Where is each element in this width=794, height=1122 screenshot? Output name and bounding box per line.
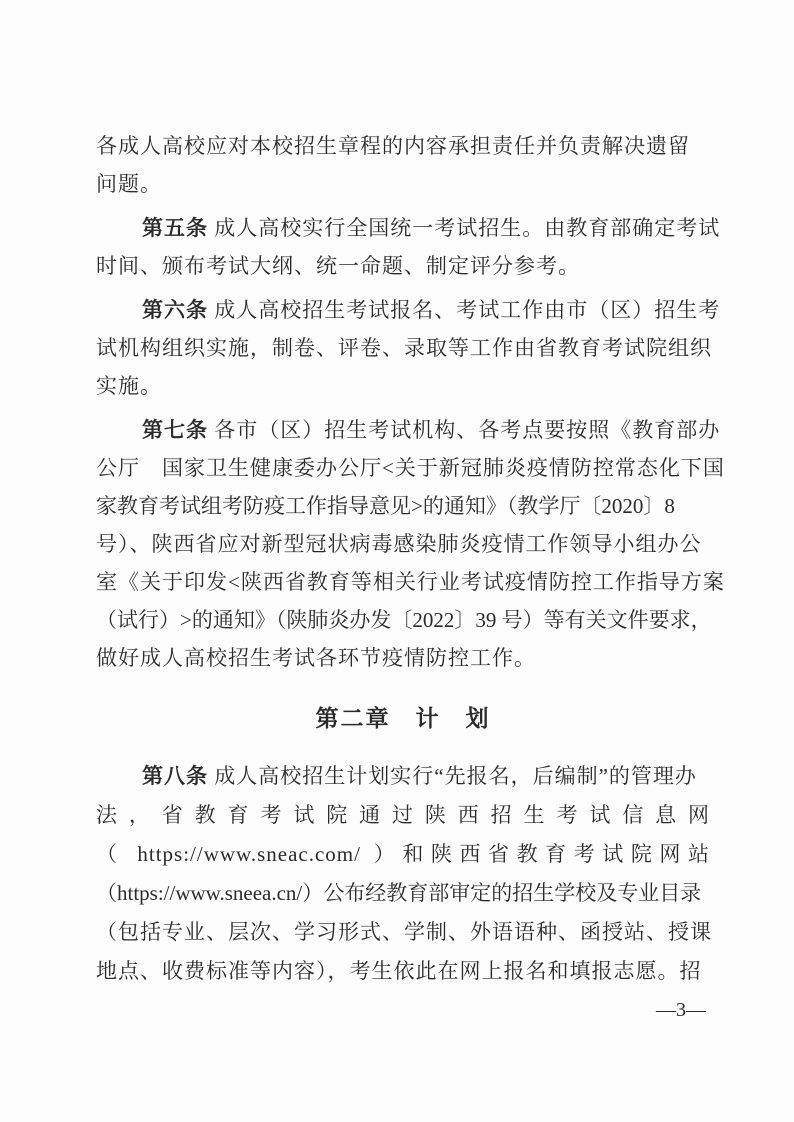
line-text: 室《关于印发<陕西省教育等相关行业考试疫情防控工作指导方案 [96,570,725,594]
article-number: 第六条 [142,298,208,322]
line-text: 地点、收费标准等内容），考生依此在网上报名和填报志愿。招 [96,959,702,983]
line-text: 成人高校实行全国统一考试招生。由教育部确定考试 [208,216,721,240]
chapter-heading: 第二章 计 划 [315,706,491,731]
text-line-url-sneea [96,874,710,913]
text-line [96,449,725,487]
article-number: 第五条 [142,216,208,240]
line-text: 号）、陕西省应对新型冠状病毒感染肺炎疫情工作领导小组办公 [96,532,702,556]
text-line [96,247,710,285]
text-line [96,563,725,601]
line-text: 成人高校招生计划实行“先报名，后编制”的管理办 [208,764,697,788]
text-line [96,601,710,639]
line-text: 法，省教育考试院通过陕西招生考试信息网 [96,803,710,827]
line-text: 做好成人高校招生考试各环节疫情防控工作。 [96,646,536,670]
text-line [96,639,710,677]
article-number: 第七条 [142,418,208,442]
line-text: （试行）>的通知》（陕肺炎办发〔2022〕39 号）等有关文件要求， [96,608,712,632]
line-text: 试机构组织实施，制卷、评卷、录取等工作由省教育考试院组织 [96,336,712,360]
text-line [96,127,710,165]
text-line [96,913,710,952]
page-number: —3— [656,999,706,1021]
line-text: 各成人高校应对本校招生章程的内容承担责任并负责解决遗留 [96,134,690,158]
text-line-article-6 [96,291,721,329]
line-text: 各市（区）招生考试机构、各考点要按照《教育部办 [208,418,721,442]
line-text: 问题。 [96,172,162,196]
line-text: 家教育考试组考防疫工作指导意见>的通知》（教学厅〔2020〕8 [96,494,675,518]
text-line-url-sneac [96,835,710,874]
line-text: （https://www.sneea.cn/）公布经教育部审定的招生学校及专业目录 [96,881,702,905]
body-paragraphs-bottom [96,757,710,991]
text-line [96,952,710,991]
body-paragraphs-top [96,127,725,677]
text-line [96,796,710,835]
text-line [96,367,710,405]
text-line [96,487,710,525]
article-number: 第八条 [142,764,208,788]
text-line [96,329,710,367]
line-text: （ https://www.sneac.com/ ）和陕西省教育考试院网站 [96,842,710,866]
line-text: 实施。 [96,374,162,398]
line-text: （包括专业、层次、学习形式、学制、外语语种、函授站、授课 [96,920,712,944]
line-text: 时间、颁布考试大纲、统一命题、制定评分参考。 [96,254,580,278]
line-text: 公厅 国家卫生健康委办公厅<关于新冠肺炎疫情防控常态化下国 [96,456,725,480]
text-line-article-5 [96,209,721,247]
text-line-article-7 [96,411,721,449]
text-line [96,165,710,203]
text-line-article-8 [96,757,710,796]
line-text: 成人高校招生考试报名、考试工作由市（区）招生考 [208,298,721,322]
text-line [96,525,710,563]
